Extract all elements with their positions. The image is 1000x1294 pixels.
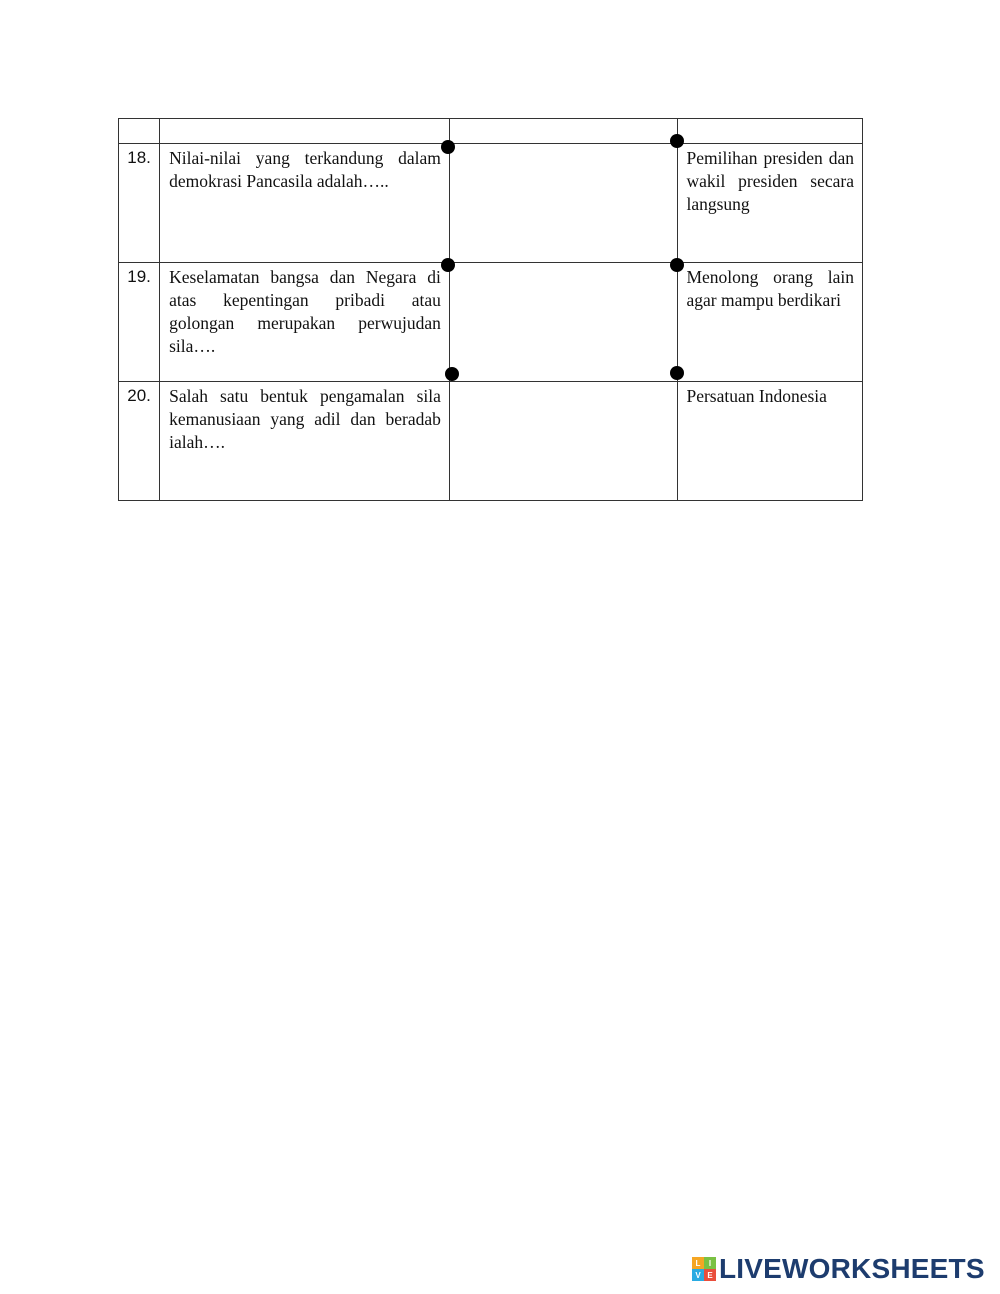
header-cell-blank bbox=[449, 119, 678, 144]
header-cell-answer bbox=[678, 119, 863, 144]
match-dot-left-20[interactable] bbox=[445, 367, 459, 381]
question-text: Salah satu bentuk pengamalan sila kemanusiaan yang adil dan beradab ialah…. bbox=[160, 382, 450, 501]
question-number: 19. bbox=[119, 263, 160, 382]
matching-line-area[interactable] bbox=[449, 382, 678, 501]
match-dot-left-18[interactable] bbox=[441, 140, 455, 154]
match-dot-left-19[interactable] bbox=[441, 258, 455, 272]
match-dot-right-20[interactable] bbox=[670, 366, 684, 380]
answer-option: Menolong orang lain agar mampu berdikari bbox=[678, 263, 863, 382]
liveworksheets-logo bbox=[692, 1254, 985, 1284]
question-number: 20. bbox=[119, 382, 160, 501]
table-row bbox=[119, 382, 863, 501]
matching-line-area[interactable] bbox=[449, 144, 678, 263]
match-dot-right-19[interactable] bbox=[670, 258, 684, 272]
answer-option: Pemilihan presiden dan wakil presiden secara langsung bbox=[678, 144, 863, 263]
answer-option: Persatuan Indonesia bbox=[678, 382, 863, 501]
logo-text: LIVEWORKSHEETS bbox=[719, 1253, 985, 1284]
question-text: Nilai-nilai yang terkandung dalam demokrasi Pancasila adalah….. bbox=[160, 144, 450, 263]
table-header-row bbox=[119, 119, 863, 144]
header-cell-question bbox=[160, 119, 450, 144]
table-row bbox=[119, 263, 863, 382]
matching-line-area[interactable] bbox=[449, 263, 678, 382]
match-dot-right-18[interactable] bbox=[670, 134, 684, 148]
matching-table bbox=[118, 118, 863, 501]
table-row bbox=[119, 144, 863, 263]
header-cell-number bbox=[119, 119, 160, 144]
liveworksheets-logo-icon: L I V E bbox=[692, 1257, 716, 1281]
question-text: Keselamatan bangsa dan Negara di atas kepentingan pribadi atau golongan merupakan perwujudan sila…. bbox=[160, 263, 450, 382]
question-number: 18. bbox=[119, 144, 160, 263]
